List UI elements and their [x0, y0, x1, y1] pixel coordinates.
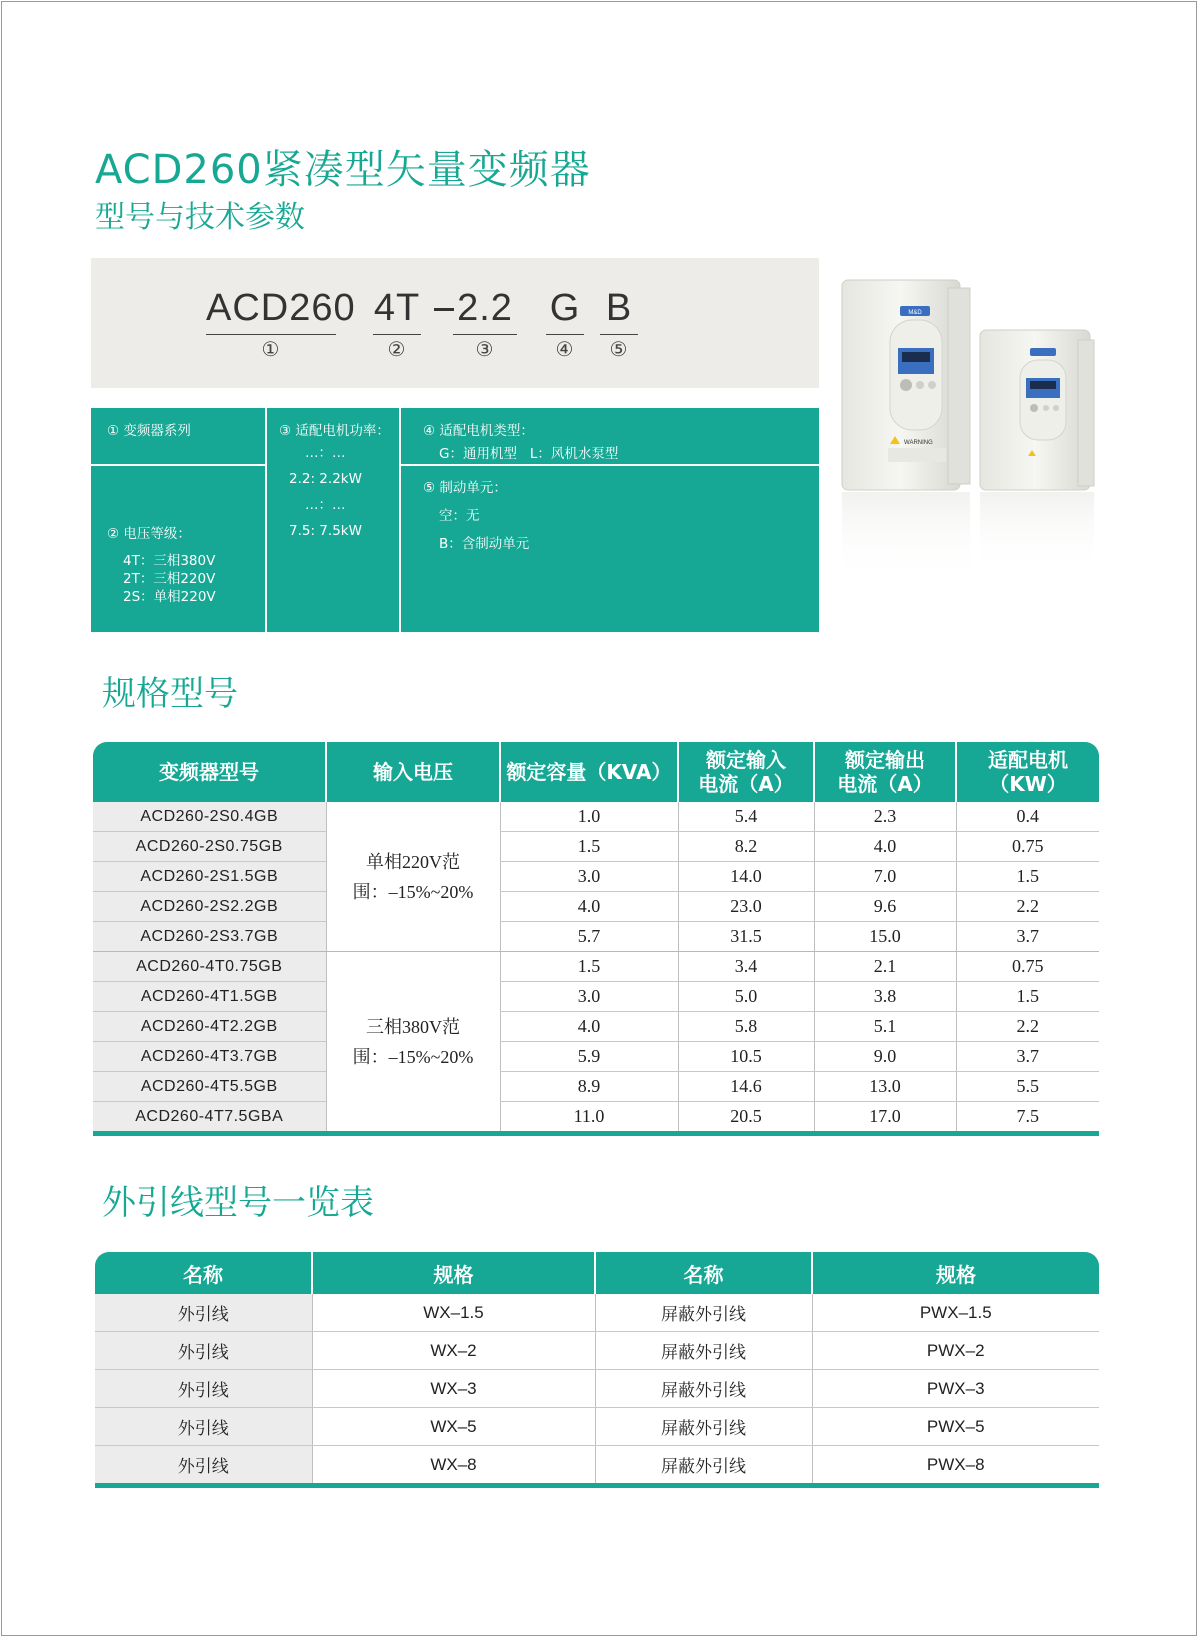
- legend-brake-item: 空：无: [439, 508, 480, 524]
- code-seg-num: ⑤: [609, 339, 629, 361]
- table-row: [93, 1072, 1099, 1102]
- page-subtitle: 型号与技术参数: [95, 200, 305, 235]
- table-cell: 0.75: [956, 952, 1099, 982]
- table-cell: 10.5: [678, 1042, 814, 1072]
- legend-voltage-item: 4T：三相380V: [123, 553, 216, 569]
- code-seg-text: 4T: [373, 287, 421, 329]
- code-seg-text: B: [605, 287, 633, 329]
- legend-brake-item: B：含制动单元: [439, 536, 530, 552]
- code-seg-text: 2.2: [457, 287, 513, 329]
- table-cell: 1.5: [956, 862, 1099, 892]
- spec-header-text: 变频器型号: [159, 760, 259, 784]
- table-cell: 5.4: [678, 802, 814, 832]
- table-cell: 屏蔽外引线: [595, 1446, 812, 1486]
- table-row: [93, 1102, 1099, 1134]
- table-cell: 4.0: [500, 1012, 678, 1042]
- code-seg-num: ①: [261, 339, 281, 361]
- table-cell: 11.0: [500, 1102, 678, 1134]
- spec-header: [326, 742, 500, 802]
- table-cell: ACD260-4T0.75GB: [93, 952, 326, 982]
- code-seg-power: [453, 286, 517, 362]
- table-cell: PWX–1.5: [812, 1294, 1099, 1332]
- spec-header: [500, 742, 678, 802]
- table-row: [93, 1012, 1099, 1042]
- table-cell: 7.0: [814, 862, 956, 892]
- product-brand-label: M&D: [908, 310, 922, 316]
- table-cell: 3.0: [500, 862, 678, 892]
- input-voltage-line: 单相220V范: [366, 851, 460, 872]
- table-row: [93, 982, 1099, 1012]
- table-cell: 17.0: [814, 1102, 956, 1134]
- table-cell: 屏蔽外引线: [595, 1370, 812, 1408]
- input-voltage-cell: [326, 952, 500, 1134]
- table-cell: 13.0: [814, 1072, 956, 1102]
- spec-header-text: 输入电压: [373, 760, 453, 784]
- spec-header-text: 额定输出: [845, 748, 925, 772]
- table-cell: 外引线: [95, 1332, 312, 1370]
- table-cell: WX–5: [312, 1408, 595, 1446]
- table-cell: 31.5: [678, 922, 814, 952]
- table-cell: 2.3: [814, 802, 956, 832]
- table-cell: 屏蔽外引线: [595, 1294, 812, 1332]
- table-row: [93, 802, 1099, 832]
- table-cell: WX–2: [312, 1332, 595, 1370]
- table-row: [93, 1042, 1099, 1072]
- table-row: [93, 922, 1099, 952]
- table-cell: 15.0: [814, 922, 956, 952]
- table-cell: 屏蔽外引线: [595, 1332, 812, 1370]
- page-title: ACD260紧凑型矢量变频器: [95, 147, 591, 193]
- table-cell: ACD260-2S1.5GB: [93, 862, 326, 892]
- product-image: [840, 270, 1120, 600]
- input-voltage-cell: [326, 802, 500, 952]
- table-row: [93, 832, 1099, 862]
- spec-table-body: [93, 802, 1099, 1134]
- table-cell: 7.5: [956, 1102, 1099, 1134]
- table-cell: 1.5: [500, 832, 678, 862]
- table-cell: PWX–8: [812, 1446, 1099, 1486]
- code-dash: [434, 308, 454, 311]
- model-legend: [91, 408, 819, 632]
- code-seg-series: [206, 286, 356, 362]
- table-cell: 5.8: [678, 1012, 814, 1042]
- spec-header-text: 额定容量（KVA）: [506, 760, 672, 784]
- legend-brake-heading: ⑤ 制动单元：: [423, 480, 507, 496]
- table-cell: ACD260-2S2.2GB: [93, 892, 326, 922]
- table-cell: 1.0: [500, 802, 678, 832]
- table-cell: 5.9: [500, 1042, 678, 1072]
- cable-header: 名称: [595, 1252, 812, 1294]
- table-cell: 3.7: [956, 1042, 1099, 1072]
- cable-header: 名称: [95, 1252, 312, 1294]
- table-cell: 3.7: [956, 922, 1099, 952]
- table-cell: ACD260-2S0.75GB: [93, 832, 326, 862]
- cable-table-body: [95, 1294, 1099, 1486]
- legend-power-item: 2.2: 2.2kW: [289, 471, 362, 487]
- table-cell: 5.1: [814, 1012, 956, 1042]
- cable-section-title: 外引线型号一览表: [102, 1183, 374, 1223]
- table-cell: 2.2: [956, 1012, 1099, 1042]
- code-seg-voltage: [373, 286, 421, 362]
- legend-voltage-item: 2T：三相220V: [123, 571, 216, 587]
- table-row: [93, 952, 1099, 982]
- cable-header: 规格: [312, 1252, 595, 1294]
- spec-header-row: [93, 742, 1099, 802]
- spec-header-text: 额定输入: [706, 748, 786, 772]
- input-voltage-line: 围：–15%~20%: [352, 881, 474, 902]
- table-cell: 5.5: [956, 1072, 1099, 1102]
- table-row: [95, 1446, 1099, 1486]
- table-cell: ACD260-2S3.7GB: [93, 922, 326, 952]
- legend-power-item: …：…: [305, 497, 346, 513]
- table-cell: 0.4: [956, 802, 1099, 832]
- table-cell: 3.4: [678, 952, 814, 982]
- legend-motor-type-item: G：通用机型 L：风机水泵型: [439, 446, 619, 462]
- table-cell: PWX–3: [812, 1370, 1099, 1408]
- table-cell: PWX–5: [812, 1408, 1099, 1446]
- code-seg-num: ③: [475, 339, 495, 361]
- legend-series: [91, 408, 265, 464]
- table-row: [93, 892, 1099, 922]
- table-cell: 1.5: [956, 982, 1099, 1012]
- model-code-box: [91, 258, 819, 388]
- table-cell: WX–3: [312, 1370, 595, 1408]
- code-seg-type: [546, 286, 584, 362]
- table-cell: WX–8: [312, 1446, 595, 1486]
- table-cell: ACD260-4T3.7GB: [93, 1042, 326, 1072]
- table-cell: 5.7: [500, 922, 678, 952]
- spec-header: [93, 742, 326, 802]
- legend-voltage-item: 2S：单相220V: [123, 589, 216, 605]
- legend-brake: [401, 466, 819, 632]
- table-row: [95, 1294, 1099, 1332]
- table-cell: 外引线: [95, 1370, 312, 1408]
- table-cell: 外引线: [95, 1294, 312, 1332]
- legend-power-item: 7.5: 7.5kW: [289, 523, 362, 539]
- cable-header-row: [95, 1252, 1099, 1294]
- spec-section-title: 规格型号: [102, 674, 238, 714]
- table-cell: 3.0: [500, 982, 678, 1012]
- input-voltage-line: 围：–15%~20%: [352, 1046, 474, 1067]
- code-seg-brake: [600, 286, 638, 362]
- legend-power: [267, 408, 399, 632]
- table-row: [95, 1370, 1099, 1408]
- table-row: [93, 862, 1099, 892]
- legend-power-heading: ③ 适配电机功率：: [279, 423, 390, 439]
- spec-header-text: （KW）: [989, 772, 1067, 796]
- product-warning-label: WARNING: [904, 440, 933, 446]
- table-cell: 20.5: [678, 1102, 814, 1134]
- table-cell: 14.0: [678, 862, 814, 892]
- table-cell: 14.6: [678, 1072, 814, 1102]
- legend-voltage: [91, 466, 265, 632]
- table-row: [95, 1332, 1099, 1370]
- spec-header: [678, 742, 814, 802]
- table-cell: ACD260-2S0.4GB: [93, 802, 326, 832]
- input-voltage-line: 三相380V范: [366, 1016, 460, 1037]
- table-cell: 4.0: [814, 832, 956, 862]
- table-cell: 3.8: [814, 982, 956, 1012]
- table-cell: ACD260-4T1.5GB: [93, 982, 326, 1012]
- spec-header-text: 电流（A）: [698, 772, 794, 796]
- legend-voltage-heading: ② 电压等级：: [107, 526, 191, 542]
- legend-power-item: …：…: [305, 445, 346, 461]
- table-cell: 8.2: [678, 832, 814, 862]
- table-cell: WX–1.5: [312, 1294, 595, 1332]
- spec-header-text: 适配电机: [988, 748, 1068, 772]
- table-cell: 9.0: [814, 1042, 956, 1072]
- table-cell: 4.0: [500, 892, 678, 922]
- spec-header-text: 电流（A）: [837, 772, 933, 796]
- cable-table: [95, 1252, 1099, 1488]
- code-seg-num: ④: [555, 339, 575, 361]
- table-cell: 1.5: [500, 952, 678, 982]
- table-cell: ACD260-4T2.2GB: [93, 1012, 326, 1042]
- spec-header: [814, 742, 956, 802]
- spec-table: [93, 742, 1099, 1136]
- table-cell: 2.1: [814, 952, 956, 982]
- table-cell: 外引线: [95, 1408, 312, 1446]
- table-cell: 2.2: [956, 892, 1099, 922]
- table-row: [95, 1408, 1099, 1446]
- table-cell: 23.0: [678, 892, 814, 922]
- table-cell: 9.6: [814, 892, 956, 922]
- code-seg-num: ②: [387, 339, 407, 361]
- legend-series-text: ① 变频器系列: [107, 423, 191, 439]
- table-cell: PWX–2: [812, 1332, 1099, 1370]
- table-cell: 5.0: [678, 982, 814, 1012]
- table-cell: 屏蔽外引线: [595, 1408, 812, 1446]
- table-cell: ACD260-4T7.5GBA: [93, 1102, 326, 1134]
- legend-motor-type-items: [401, 444, 819, 466]
- code-seg-text: G: [549, 287, 581, 329]
- table-cell: 0.75: [956, 832, 1099, 862]
- code-seg-text: ACD260: [206, 287, 356, 329]
- spec-header: [956, 742, 1099, 802]
- cable-header: 规格: [812, 1252, 1099, 1294]
- table-cell: ACD260-4T5.5GB: [93, 1072, 326, 1102]
- table-cell: 外引线: [95, 1446, 312, 1486]
- legend-motor-type-heading: ④ 适配电机类型：: [423, 423, 534, 439]
- table-cell: 8.9: [500, 1072, 678, 1102]
